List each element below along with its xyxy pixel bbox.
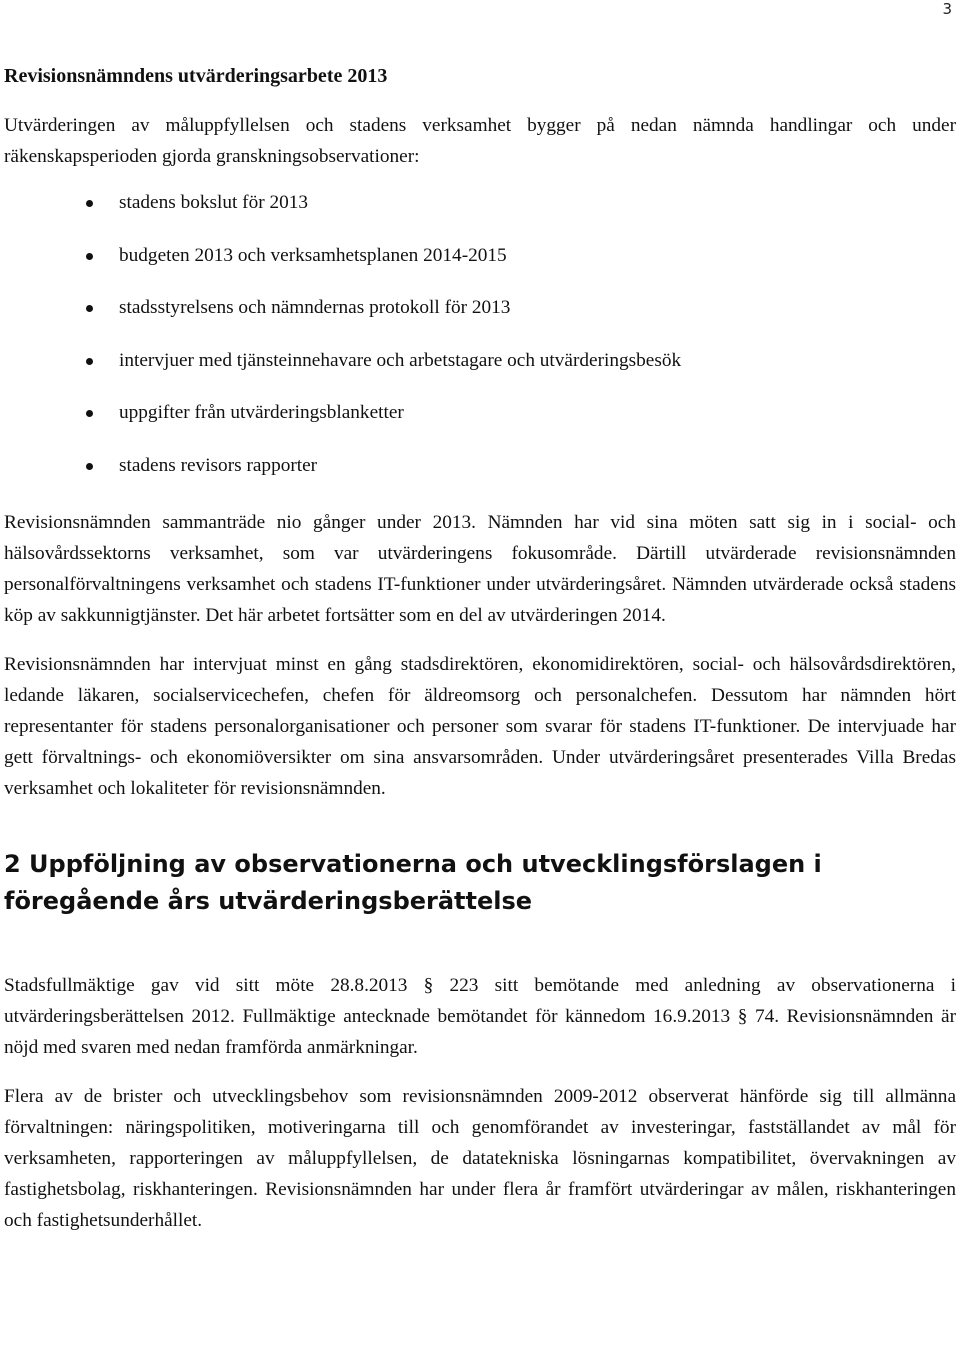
bullet-icon [86,358,93,365]
meetings-paragraph: Revisionsnämnden sammanträde nio gånger under 2013. Nämnden har vid sina möten satt sig in i social- och hälsovårdssektorns verksamhet, som var utvärderingens fokusområde. Därtill utvärderade revisionsnämnden personalförvaltningens verksamhet och stadens IT-funktioner under utvärderingsåret. Nämnden utvärderade också stadens köp av sakkunnigtjänster. Det här arbetet fortsätter som en del av utvärderingen 2014. [4,512,956,626]
list-item: budgeten 2013 och verksamhetsplanen 2014-2015 [4,241,956,294]
deficiencies-paragraph: Flera av de brister och utvecklingsbehov som revisionsnämnden 2009-2012 observerat hänförde sig till allmänna förvaltningen: näringspolitiken, motiveringarna till och genomförandet av investeringar, fastställandet av mål för verksamheten, rapporteringen av måluppfyllelsen, de datatekniska lösningarnas kompatibilitet, övervakningen av fastighetsbolag, riskhanteringen. Revisionsnämnden har under flera år framfört utvärderingar av målen, riskhanteringen och fastighetsunderhållet. [4,1086,956,1231]
page-number: 3 [942,0,952,18]
source-list [4,188,956,503]
council-response-paragraph: Stadsfullmäktige gav vid sitt möte 28.8.2013 § 223 sitt bemötande med anledning av observationerna i utvärderingsberättelsen 2012. Fullmäktige antecknade bemötandet för kännedom 16.9.2013 § 74. Revisionsnämnden är nöjd med svaren med nedan framförda anmärkningar. [4,975,956,1058]
list-item: stadens revisors rapporter [4,451,956,504]
list-item: stadens bokslut för 2013 [4,188,956,241]
document-body [4,62,956,1236]
list-item: stadsstyrelsens och nämndernas protokoll för 2013 [4,293,956,346]
bullet-icon [86,305,93,312]
section-2-heading: 2 Uppföljning av observationerna och utvecklingsförslagen i föregående års utvärderingsberättelse [4,850,822,915]
intro-paragraph: Utvärderingen av måluppfyllelsen och stadens verksamhet bygger på nedan nämnda handlingar och under räkenskapsperioden gjorda granskningsobservationer: [4,115,956,167]
list-item: uppgifter från utvärderingsblanketter [4,398,956,451]
section-heading: Revisionsnämndens utvärderingsarbete 2013 [4,65,388,87]
bullet-icon [86,410,93,417]
list-item: intervjuer med tjänsteinnehavare och arbetstagare och utvärderingsbesök [4,346,956,399]
bullet-icon [86,463,93,470]
bullet-icon [86,253,93,260]
interviews-paragraph: Revisionsnämnden har intervjuat minst en gång stadsdirektören, ekonomidirektören, social- och hälsovårdsdirektören, ledande läkaren, socialservicechefen, chefen för äldreomsorg och personalchefen. Dessutom har nämnden hört representanter för stadens personalorganisationer och personer som svarar för stadens IT-funktioner. De intervjuade har gett förvaltnings- och ekonomiöversikter om sina ansvarsområden. Under utvärderingsåret presenterades Villa Bredas verksamhet och lokaliteter för revisionsnämnden. [4,654,956,799]
bullet-icon [86,200,93,207]
